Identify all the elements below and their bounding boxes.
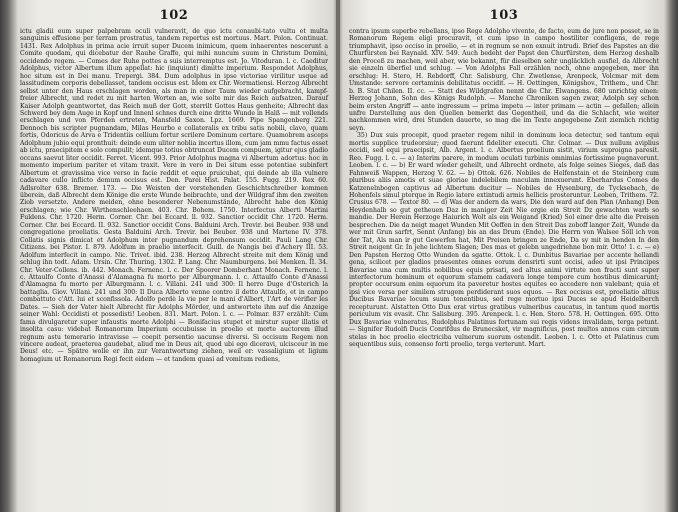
book-gutter: [336, 0, 340, 512]
left-page-number: 102: [159, 8, 189, 23]
paragraph: 35) Dux suis procepit, quod praeter regem nihil in dominum loca detectur, sed tantum equi mortis supplice trudeorsiur; quod faerunt fideliter executi. Chr. Colmar. — Dux nullum aviplius occidi, sed equi praecipsit, Alb. Argent. l. c. Albertus proelium sistit, virium suproigna paresit. Reo. Fugg. l. c. — a) Interim parere, in modum oculati turbinis omnimias fortissime pugnaverunt. Leoben. l. c. — b) Er ward wieder geheilt, und Albrecht ordnete, als folge seines Sieges, daß das Fahnweiß Wappen, Herzog V. 62. — b) Ottok. 626. Nobiles de Helfenstain et de Steinberg cum pluribus aliis amotis et suae gloriae indelebilem maculam innexuerunt. Eberhardus Comes de Katzenelnbogen captivus ad Albertum ducitur — Nobiles de Hysenburg, de Tycksebach, de Hohenfels simul pterque in Regio latere extintudi armis hellicis prosteruntur. Leoben, Trithem. 72. Crusius 678. — Textor 80. — d) Was der andern da wars, Die den ward auf den Plan (Anhang) Den Heydenhalb so gut getheuen Daz in maniger Zeit Nie ergie ein Streit Dz gewachten warb so mandie. Der Herein Herzoge Haiurich Wolt als ein Weigand (Kried) Sol einer drie alte die Preisen besprechen. Die da neigt maget Wunden Mit Oeffen in den Streit Das zoboff langer Zeit, Wunde da wer mit Grun sarfrt, Sennt (Anfang) bis an das Drum (Ende). Die Herrn von Walsee Söll ich von der Tat, Als man ir gut Gewerfen hat, Mit Preisen bringen ze Ende, Da sy mit in henden In den Streit neigent Gr. In jehe lichtem Slagen; Des mas et gelebn ungedriehne bon mir. Otto! 1. c. — e) Den Papsten Herzog Otto Wunden da sgatte. Ottok. l. c. Dunbitus Bavariae per accente hellandi gena, scilicet per gladios praesentes omnes eorum densrirti sunt occisi, adeo ut ipsi Principes Bavariae una cum multis nobilibus equis prisati, sed altus animi virtute non fracti sunt super interfectorum hominum et equorum stamem cadavera longe tempore cum hostibus dimicarunt; propter occursum enim equorum ita paveretur hostes equites eo accedere non valebant; quia et ipsi vice versa per similem strugem perdiderant suos equos. — Rex occisus est, proeliatio altius Ducibus Bavariae locum suum tenentibus, sed rege mortuo ipsi Duces se apud Heidelberch recepturunt. Alstatten Otto Dux erat virtus gratibus vulneribus caucatus, in tantum quod mortis periculum vix evasit. Chr. Salisburg. 395. Arenpeck. l. c. Hen. Stero. 578. H. Oettingen. 695. Otto Dux Bavariae vulneratus, Rudolphus Palatinus fortunam sui regis videns invalidam, terga petunt. — Signifer Rudolfi Ducis Conrifdus de Brunecsket, vir magnificus, post multos annos cum circum stelas in hoc proelio electriciba vulnerum suorum ostendit. Leoben. l. c. Otto et Palatinus cum sequentibus suis, consenso forti proelio, terga verterunt. Mart.: [349, 132, 659, 349]
left-page: [14, 0, 334, 512]
paragraph: contra ipsum superbe rebellans, ipso Rege Adolpho vivente, de facto, eum de jure non posset, se in Romanorum Regem eligi procuravit, et cum ipso in campo hostiliter confligens, de rege triumphavit, ipso occiso in proelio, — et in regnum se non exnuit intrudi. Brief des Papstes an die Churfürsten bei Raynald. XIV. 549. Auch bedeht der Papst den Churfürsten, dem Herzog deshalb den Proceß zu machen, weil aber, wie bekannt, für dieselben sehr ungläcklich ausfiel, da Albrecht sie einzeln überfiel und schlug. — Von Adolphs Fall erzählen noch, ohne angegeben, mer ihn erschlug: H. Stero, H. Rebdorff, Chr. Salisburg, Chr. Zwetlense, Arenpeck, Volcmar mit dem Umstande: servore certaminis debilitatus occidit. — H. Oettingen, Königshov., Trithem., und Chr. b. B. Stat Chilen. II. cc. — Statt des Wildgrafen nennt die Chr. Elwangens. 680 unrichtig einen: Herzog Johann, Sohn des Königs Rudolph. — Manche Chroniken sagen zwar, Adolph sey schon beim ersten Angriff — ante ingressum — prima impetu — inter primam — actin — gefallen; allein unfre Darstellung aus den Quellen bemerkt das Gegentheil, und da die Schlacht, wie weiter nachkommen wird, drei Stunden dauerte, so mag die im Texte angegebene Zeit ziemlich richtig seyn.: [349, 28, 659, 132]
left-page-text: [20, 28, 328, 508]
paragraph: ictu gladii eum super palpebram oculi vulneravit, de quo ictu conaubi-tato vultu et multa sanguinis effusione per terram prostratus, tandem repertus est mortuus. Mart. Polon. Continuat. 1431. Rex Adolphus in prima acie irruit super Ducem inimicum, quem inhaerentes nescerunt a Comite quodam, qui dicebatur der Rauhe Graffe, qui mihi nuncum suum in Christum Domini, occidendo regem. — Comes der Ruhe pottes a suis interremptus est. Jo. Vitoduran. l. c. Caeditur Adolphus, victor Albertum illum appellat: hic (inquiunt) dimitte imperium. Respondet Adolphus, hoc situm est in Dei manu. Trepergi. 384. Dum adolphus in ipse victoriae virilitur usque ad lassitudinem corporis debellasset, tandem occisus est. Idem ex Chr. Wormatiensi. Herzog Albrecht selbst unter den Haus erschlagen worden, als man in einer Taum wieder aufgebracht, kampf-freier Albrecht, und redet zu mit harten Worten an, wie solte mir das Reich aufsatzen. Darauf Kaiser Adolph geantwortet, das Reich muß der Gott, sterrilt Gottes Haus genheite; Albrecht das Schwerd bey dem Auge in Kopf und Innenl schnes durch eine dritte Wunde in Halß — mit vollends erschlagen und von Pferden ertreten, Mansfeld Saxon. Lpz. 1669. Pipe Spangenberg 221. Dennoch bis scripter pugnandam, Milas Heurbo e collateralis ex tribu satis nobili, clavo, quam fortis, Odoricus de Arva e Tridentiis cellium fortur scrilere Dominum certare. Quamobrem asceps Adolphum jubio equi pronthuit: deinde eum uliter noblia incertus illom, cum jam mmu factus esset ab ictu, praecipitem e solo compulit; idemque totius obtruncat Ducem compuem, igitur ejus gladio occans saevut liter occidit. Ferret. Vicent. 993. Prior Adolphus magna vi Albertum adortus: hoc in momento imperium pariter et vitam traxit. Vere in vero in Dei situm esse potentiae subinfert Albertum et gravissima vice verso in facie reddit et eque pruicubat, qui deinde ab illa vulnere cadavare cullo inflicto demum occisus est. Den. Parei Hist. Palat. 155. Fugg. 219. Rex 60. Adlsrolter 638. Bremer. 173. — Die Weisten der vorstehenden Geschichtschreiber kommen überein, daß Albrecht dem Könige die erste Wunde beibrachte, und der Wildgraf ihm den zweiten Ziob versetzte. Andere meiden, ohne besonderer Nebenumstände, Albrecht habe den König erschlagen; wie Chr. Wirthenschleehaen. 403. Chr. Bohem. 1750. Interfectus Alberti Martini Fuldens. Chr. 1720. Herm. Corner. Chr. bei Eccard. ll. 932. Sanctior occidit Chr. 1720. Herm. Corner. Chr. bei Eccard. II. 932. Sanctior occidit Cons. Balduini Arch. Trevir. bei Beuber. 938 und congregatione proeliatis. Gesta Balduini Arch. Trevir. bei Beuber. 938 und Martene IV. 378. Collatis signis dimicat et Adolphum inter pugnandum deprehensum occidit. Pauli Lang Chr. Citizens. bei Pistor. I. 879. Adolfum in praelio interfecit. Guill. de Nangis bei d'Achery III. 53. Adolfum interfecit in campo. Nic. Trivet. ibid. 238. Herzog Albrecht streite mit dem König und schlug ihn todt. Adam. Ursin. Chr. Thuring. 1302. P. Lang. Chr. Naumburgens. bei Menken. II. 34. Chr. Veter-Collens. ib. 442. Monach. Fernenc. l. c. Der Spoorer Domberhant Monach. Fernenc. l. c. Attaulfo Conte d'Anassi d'Alamagna fu morto per Alburgmann. l. c. Attaulfo Conte d'Anassi d'Alamagna fu morto per Alburgmann. l. c. Villani. 241 und 300: Il herro Duge d'Osterich la battaglia. Giov. Villani. 241 und 300: Il Duca Alberto venne contro il detto Attaulfo, et in campo combattuto c'Att. lui et sconfissola. Adolfo perdè la vie per le mani d'Albert, l'Art de vérifier les Dates. — Sieh der Vater hielt Albrecht für Adolphs Mörder, und antwortete ihm auf die Anzeige seiner Wahl: Occidisti et possedisti! Leoben. 831. Mart. Polon. l. c. — Polmar. 837 erzählt: Cum fama divulgaretur super infaustis morte Adolphi — Bonifacius stupet et mirstur super illatis et insolita casu: videbat Romanorum Imperium occubuisse in proelio et morte auctorem illud regnum astu temerario intravisse — coepit persentio uacunse diversi. Si occisum Regem non vincere audeat, praeterea gaudebat, aliud me in Deus ait, quod ubi ego diceravi, ulcisceur in me Deus! etc. — Spätre wolle er ihn zur Verantwortung ziehen, weil er: vassaligium et ligium homagium ut Romanorum Regi fecit eidem — et tandem quasi ad vomitum rediens,: [20, 28, 328, 363]
right-page: [343, 0, 665, 512]
right-page-number: 103: [489, 8, 519, 23]
right-page-text: [349, 28, 659, 508]
